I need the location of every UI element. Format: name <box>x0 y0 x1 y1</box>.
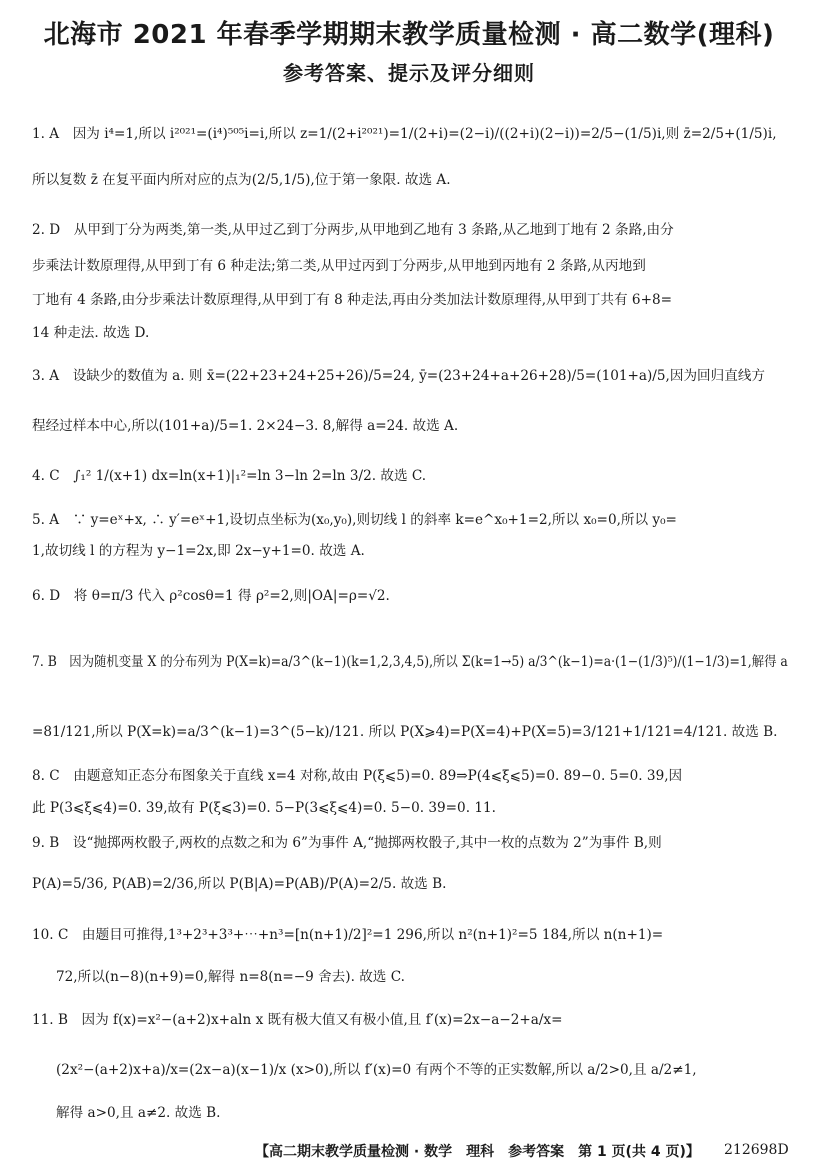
answer-2-line-3: 丁地有 4 条路,由分步乘法计数原理得,从甲到丁有 8 种走法,再由分类加法计数原理得,从甲到丁共有 6+8= <box>32 292 673 308</box>
answer-1-line-1: 1. A 因为 i⁴=1,所以 i²⁰²¹=(i⁴)⁵⁰⁵i=i,所以 z=1/(2+i²⁰²¹)=1/(2+i)=(2−i)/((2+i)(2−i))=2/5−(1/5)i,则 z̄=2/5+(1/5)i, <box>32 126 777 142</box>
answer-11-line-2: (2x²−(a+2)x+a)/x=(2x−a)(x−1)/x (x>0),所以 f′(x)=0 有两个不等的正实数解,所以 a/2>0,且 a/2≠1, <box>56 1062 697 1078</box>
answer-9-line-1: 9. B 设“抛掷两枚骰子,两枚的点数之和为 6”为事件 A,“抛掷两枚骰子,其中一枚的点数为 2”为事件 B,则 <box>32 835 662 851</box>
answer-2-line-1: 2. D 从甲到丁分为两类,第一类,从甲过乙到丁分两步,从甲地到乙地有 3 条路,从乙地到丁地有 2 条路,由分 <box>32 222 674 238</box>
answer-10-line-1: 10. C 由题目可推得,1³+2³+3³+⋯+n³=[n(n+1)/2]²=1 296,所以 n²(n+1)²=5 184,所以 n(n+1)= <box>32 927 664 943</box>
answer-2-line-4: 14 种走法. 故选 D. <box>32 325 150 341</box>
answer-8-line-1: 8. C 由题意知正态分布图象关于直线 x=4 对称,故由 P(ξ⩽5)=0. 89⇒P(4⩽ξ⩽5)=0. 89−0. 5=0. 39,因 <box>32 768 683 784</box>
document-code: 212698D <box>724 1142 789 1158</box>
answer-5-line-1: 5. A ∵ y=eˣ+x, ∴ y′=eˣ+1,设切点坐标为(x₀,y₀),则切线 l 的斜率 k=e^x₀+1=2,所以 x₀=0,所以 y₀= <box>32 512 677 528</box>
answer-9-line-2: P(A)=5/36, P(AB)=2/36,所以 P(B|A)=P(AB)/P(A)=2/5. 故选 B. <box>32 876 447 892</box>
answer-11-line-1: 11. B 因为 f(x)=x²−(a+2)x+aln x 既有极大值又有极小值,且 f′(x)=2x−a−2+a/x= <box>32 1012 563 1028</box>
answer-7-line-1: 7. B 因为随机变量 X 的分布列为 P(X=k)=a/3^(k−1)(k=1,2,3,4,5),所以 Σ(k=1→5) a/3^(k−1)=a·(1−(1/3)⁵)/(1−1/3)=1,解得 a <box>32 654 788 670</box>
answer-7-line-2: =81/121,所以 P(X=k)=a/3^(k−1)=3^(5−k)/121. 所以 P(X⩾4)=P(X=4)+P(X=5)=3/121+1/121=4/121. 故选 B. <box>32 724 778 740</box>
page-title: 北海市 2021 年春季学期期末教学质量检测 · 高二数学(理科) <box>43 20 775 50</box>
answer-11-line-3: 解得 a>0,且 a≠2. 故选 B. <box>56 1105 221 1121</box>
answer-6-line-1: 6. D 将 θ=π/3 代入 ρ²cosθ=1 得 ρ²=2,则|OA|=ρ=√2. <box>32 588 390 604</box>
answer-2-line-2: 步乘法计数原理得,从甲到丁有 6 种走法;第二类,从甲过丙到丁分两步,从甲地到丙地有 2 条路,从丙地到 <box>32 258 646 274</box>
answer-10-line-2: 72,所以(n−8)(n+9)=0,解得 n=8(n=−9 舍去). 故选 C. <box>56 969 405 985</box>
answer-1-line-2: 所以复数 z̄ 在复平面内所对应的点为(2/5,1/5),位于第一象限. 故选 A. <box>32 172 451 188</box>
answer-4-line-1: 4. C ∫₁² 1/(x+1) dx=ln(x+1)|₁²=ln 3−ln 2=ln 3/2. 故选 C. <box>32 468 427 484</box>
answer-3-line-2: 程经过样本中心,所以(101+a)/5=1. 2×24−3. 8,解得 a=24. 故选 A. <box>32 418 459 434</box>
answer-3-line-1: 3. A 设缺少的数值为 a. 则 x̄=(22+23+24+25+26)/5=24, ȳ=(23+24+a+26+28)/5=(101+a)/5,因为回归直线方 <box>32 368 766 384</box>
page-subtitle: 参考答案、提示及评分细则 <box>283 61 535 85</box>
page-footer: 【高二期末教学质量检测 · 数学 理科 参考答案 第 1 页(共 4 页)】 <box>255 1144 700 1160</box>
answer-5-line-2: 1,故切线 l 的方程为 y−1=2x,即 2x−y+1=0. 故选 A. <box>32 543 365 559</box>
answer-8-line-2: 此 P(3⩽ξ⩽4)=0. 39,故有 P(ξ⩽3)=0. 5−P(3⩽ξ⩽4)=0. 5−0. 39=0. 11. <box>32 800 496 816</box>
